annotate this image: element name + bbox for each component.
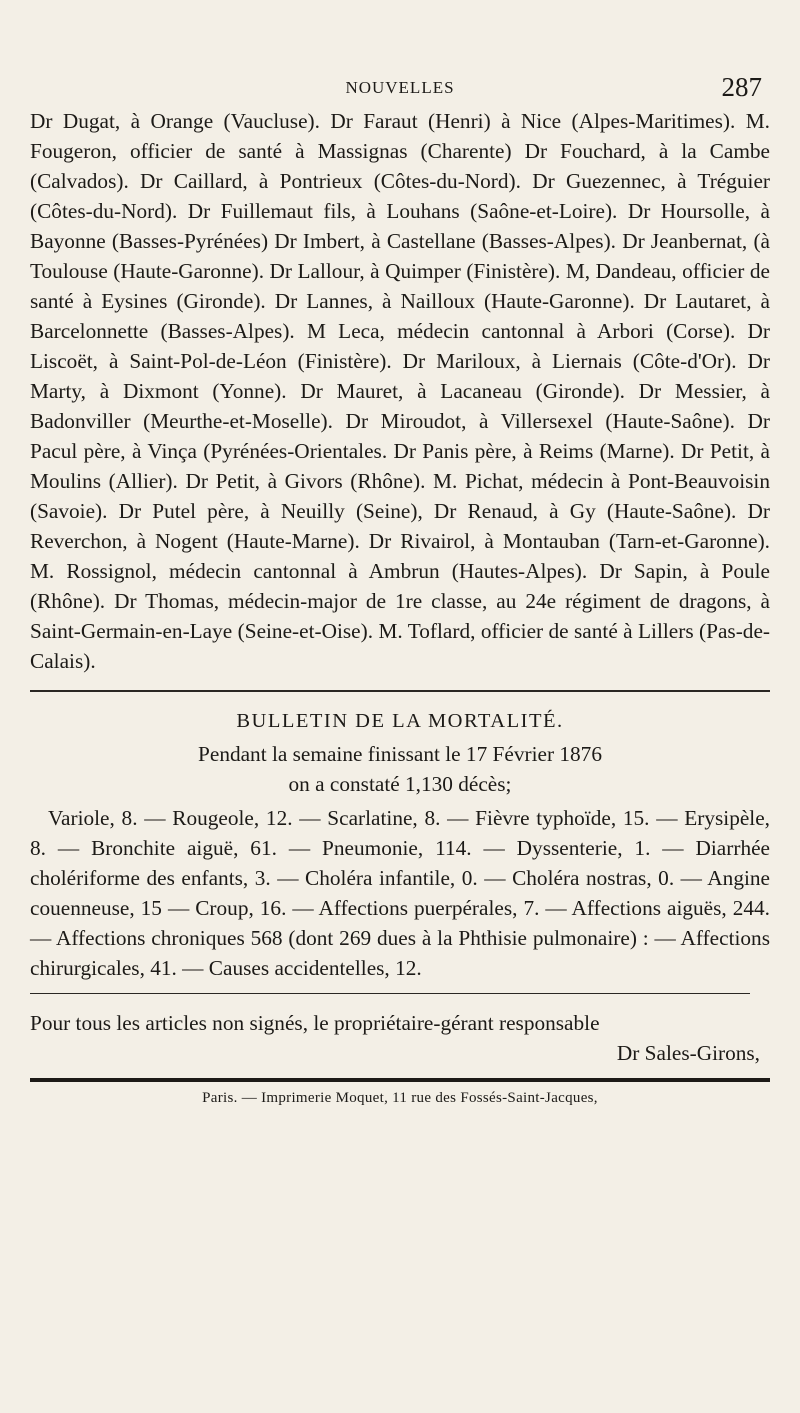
signature: Dr Sales-Girons, [616,1041,760,1065]
bulletin-stats: Variole, 8. — Rougeole, 12. — Scarlatine, 8. — Fièvre typhoïde, 15. — Erysipèle, 8. — Bronchite aiguë, 61. — Pneumonie, 114. — Dyssenterie, 1. — Diarrhée cholériforme des enfants, 3. — Choléra infantile, 0. — Choléra nostras, 0. — Angine couenneuse, 15 — Croup, 16. — Affections puerpérales, 7. — Affections aiguës, 244. — Affections chroniques 568 (dont 269 dues à la Phthisie pulmonaire) : — Affections chirurgicales, 41. — Causes accidentelles, 12. [30,806,770,980]
bulletin-intro-line-2: on a constaté 1,130 décès; [288,772,512,796]
section-divider [30,690,770,692]
footer-note: Pour tous les articles non signés, le propriétaire-gérant responsable [30,1011,600,1035]
running-head [30,70,770,106]
running-title: NOUVELLES [345,78,455,97]
footer-divider [30,993,750,994]
document-page [30,70,770,1107]
printer-imprint: Paris. — Imprimerie Moquet, 11 rue des Fossés-Saint-Jacques, [202,1090,598,1106]
bulletin-title: BULLETIN DE LA MORTALITÉ. [236,710,564,732]
names-paragraph: Dr Dugat, à Orange (Vaucluse). Dr Faraut (Henri) à Nice (Alpes-Maritimes). M. Fougeron, officier de santé à Massignas (Charente) Dr Fouchard, à la Cambe (Calvados). Dr Caillard, à Pontrieux (Côtes-du-Nord). Dr Guezennec, à Tréguier (Côtes-du-Nord). Dr Fuillemaut fils, à Louhans (Saône-et-Loire). Dr Hoursolle, à Bayonne (Basses-Pyrénées) Dr Imbert, à Castellane (Basses-Alpes). Dr Jeanbernat, (à Toulouse (Haute-Garonne). Dr Lallour, à Quimper (Finistère). M, Dandeau, officier de santé à Eysines (Gironde). Dr Lannes, à Nailloux (Haute-Garonne). Dr Lautaret, à Barcelonnette (Basses-Alpes). M Leca, médecin cantonnal à Arbori (Corse). Dr Liscoët, à Saint-Pol-de-Léon (Finistère). Dr Mariloux, à Liernais (Côte-d'Or). Dr Marty, à Dixmont (Yonne). Dr Mauret, à Lacaneau (Gironde). Dr Messier, à Badonviller (Meurthe-et-Moselle). Dr Miroudot, à Villersexel (Haute-Saône). Dr Pacul père, à Vinça (Pyrénées-Orientales. Dr Panis père, à Reims (Marne). Dr Petit, à Moulins (Allier). Dr Petit, à Givors (Rhône). M. Pichat, médecin à Pont-Beauvoisin (Savoie). Dr Putel père, à Neuilly (Seine), Dr Renaud, à Gy (Haute-Saône). Dr Reverchon, à Nogent (Haute-Marne). Dr Rivairol, à Montauban (Tarn-et-Garonne). M. Rossignol, médecin cantonnal à Ambrun (Hautes-Alpes). Dr Sapin, à Poule (Rhône). Dr Thomas, médecin-major de 1re classe, au 24e régiment de dragons, à Saint-Germain-en-Laye (Seine-et-Oise). M. Toflard, officier de santé à Lillers (Pas-de-Calais). [30,109,770,673]
page-number: 287 [721,72,762,102]
imprint-divider [30,1078,770,1082]
bulletin-intro-line-1: Pendant la semaine finissant le 17 Février 1876 [198,742,602,766]
